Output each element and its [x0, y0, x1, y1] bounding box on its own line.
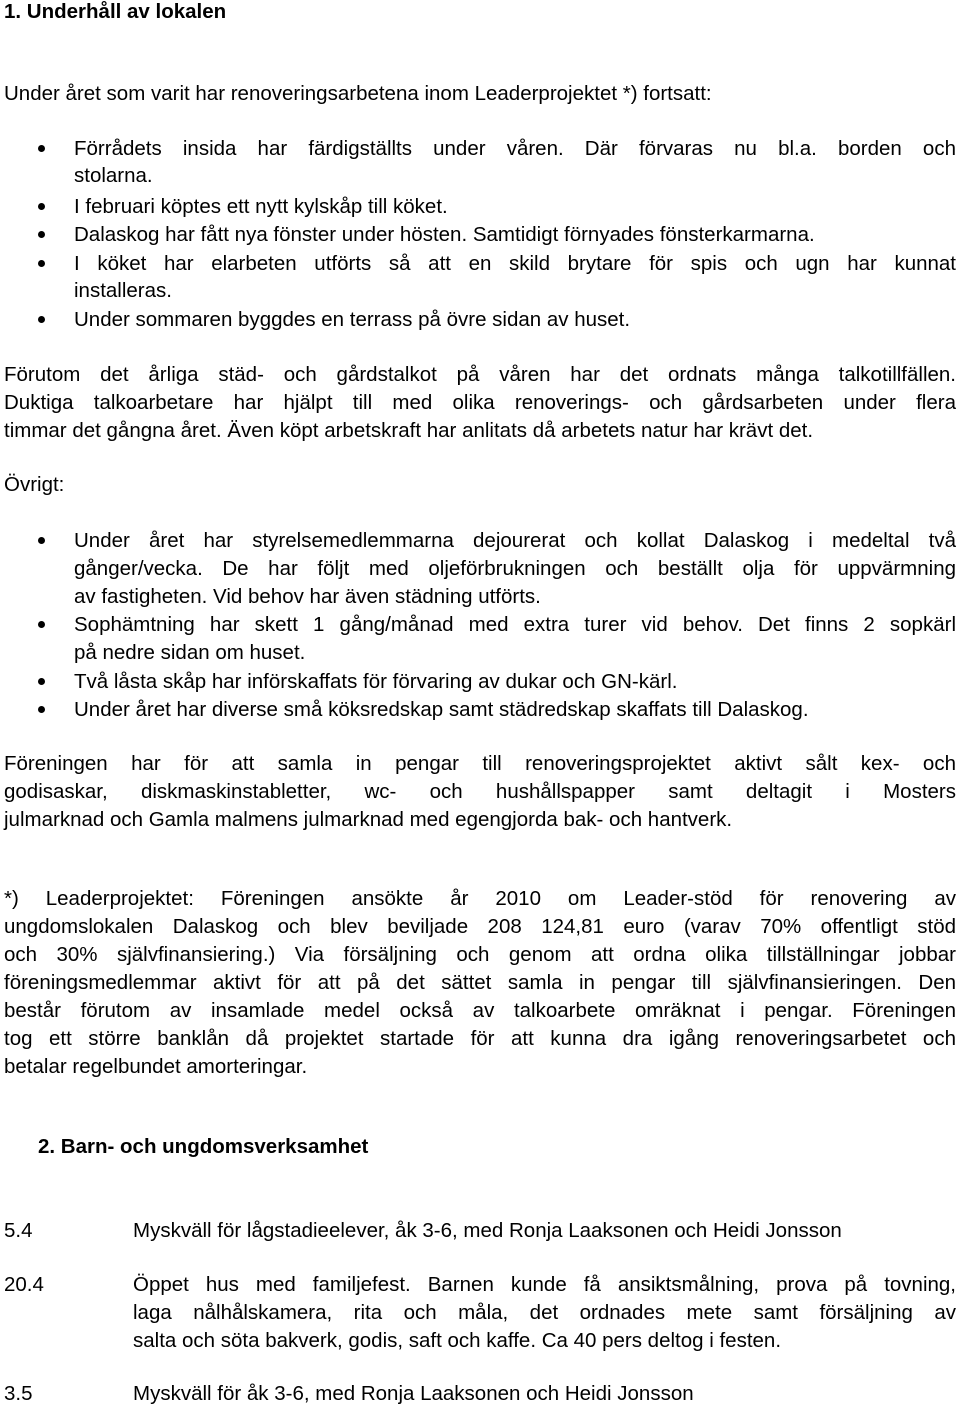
entry-date: 20.4 [4, 1273, 44, 1296]
list-item-continuation: installeras. [74, 279, 172, 302]
entry-text: Öppet hus med familjefest. Barnen kunde få ansiktsmålning, prova på tovning, [133, 1273, 956, 1296]
list-item: I februari köptes ett nytt kylskåp till köket. [74, 195, 448, 218]
bullet-icon [38, 231, 45, 238]
list-item: Två låsta skåp har införskaffats för förvaring av dukar och GN-kärl. [74, 670, 678, 693]
footnote-line: betalar regelbundet amorteringar. [4, 1055, 308, 1078]
list-item: I köket har elarbeten utförts så att en skild brytare för spis och ugn har kunnat [74, 252, 956, 275]
list-item: Under sommaren byggdes en terrass på övre sidan av huset. [74, 308, 631, 331]
list-item: Under året har diverse små köksredskap samt städredskap skaffats till Dalaskog. [74, 698, 809, 721]
entry-text-continuation: laga nålhålskamera, rita och måla, det ordnades mete samt försäljning av [133, 1301, 956, 1324]
paragraph-line: godisaskar, diskmaskinstabletter, wc- och hushållspapper samt deltagit i Mosters [4, 780, 956, 803]
other-label: Övrigt: [4, 473, 65, 496]
footnote-line: föreningsmedlemmar aktivt för att på det sättet samla in pengar till självfinansieringen. Den [4, 971, 956, 994]
section-heading-2: 2. Barn- och ungdomsverksamhet [38, 1135, 369, 1158]
list-item-continuation: på nedre sidan om huset. [74, 641, 306, 664]
bullet-icon [38, 145, 45, 152]
entry-date: 5.4 [4, 1219, 33, 1242]
paragraph-line: julmarknad och Gamla malmens julmarknad med egengjorda bak- och hantverk. [4, 808, 733, 831]
bullet-icon [38, 537, 45, 544]
intro-paragraph: Under året som varit har renoveringsarbetena inom Leaderprojektet *) fortsatt: [4, 82, 712, 105]
paragraph-line: Föreningen har för att samla in pengar till renoveringsprojektet aktivt sålt kex- och [4, 752, 956, 775]
list-item: Under året har styrelsemedlemmarna dejourerat och kollat Dalaskog i medeltal två [74, 529, 956, 552]
bullet-icon [38, 260, 45, 267]
list-item-continuation: stolarna. [74, 164, 153, 187]
bullet-icon [38, 678, 45, 685]
bullet-icon [38, 316, 45, 323]
bullet-icon [38, 706, 45, 713]
list-item: Sophämtning har skett 1 gång/månad med extra turer vid behov. Det finns 2 sopkärl [74, 613, 956, 636]
paragraph-line: timmar det gångna året. Även köpt arbetskraft har anlitats då arbetets natur har krävt det. [4, 419, 814, 442]
list-item: Förrådets insida har färdigställts under våren. Där förvaras nu bl.a. borden och [74, 137, 956, 160]
footnote-line: tog ett större banklån då projektet startade för att kunna dra igång renoveringsarbetet och [4, 1027, 956, 1050]
list-item-continuation: gånger/vecka. De har följt med oljeförbrukningen och beställt olja för uppvärmning [74, 557, 956, 580]
entry-date: 3.5 [4, 1382, 33, 1405]
list-item-continuation: av fastigheten. Vid behov har även städning utförts. [74, 585, 541, 608]
paragraph-line: Förutom det årliga städ- och gårdstalkot på våren har det ordnats många talkotillfällen. [4, 363, 956, 386]
list-item: Dalaskog har fått nya fönster under hösten. Samtidigt förnyades fönsterkarmarna. [74, 223, 815, 246]
bullet-icon [38, 203, 45, 210]
entry-text: Myskväll för lågstadieelever, åk 3-6, med Ronja Laaksonen och Heidi Jonsson [133, 1219, 842, 1242]
bullet-icon [38, 621, 45, 628]
paragraph-line: Duktiga talkoarbetare har hjälpt till med olika renoverings- och gårdsarbeten under flera [4, 391, 956, 414]
footnote-line: ungdomslokalen Dalaskog och blev beviljade 208 124,81 euro (varav 70% offentligt stöd [4, 915, 956, 938]
entry-text: Myskväll för åk 3-6, med Ronja Laaksonen och Heidi Jonsson [133, 1382, 694, 1405]
footnote-line: *) Leaderprojektet: Föreningen ansökte år 2010 om Leader-stöd för renovering av [4, 887, 956, 910]
footnote-line: består förutom av insamlade medel också av talkoarbete omräknat i pengar. Föreningen [4, 999, 956, 1022]
footnote-line: och 30% självfinansiering.) Via försäljning och genom att ordna olika tillställningar jobbar [4, 943, 956, 966]
section-heading-1: 1. Underhåll av lokalen [4, 0, 227, 23]
entry-text-continuation: salta och söta bakverk, godis, saft och kaffe. Ca 40 pers deltog i festen. [133, 1329, 782, 1352]
